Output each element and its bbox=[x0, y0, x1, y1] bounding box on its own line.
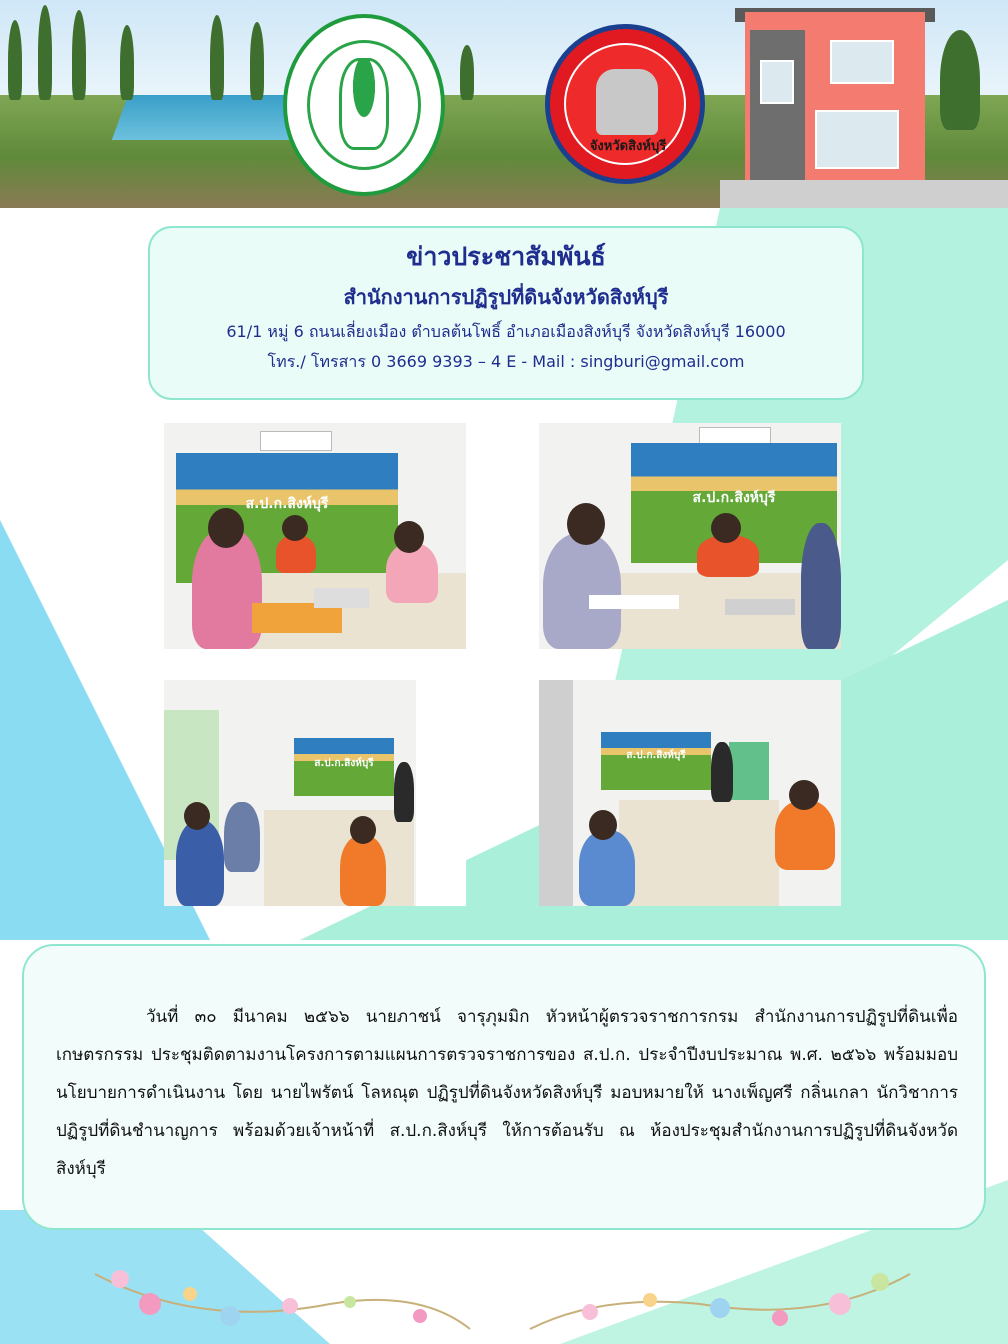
title-box bbox=[148, 226, 864, 400]
photo-backdrop-text: ส.ป.ก.สิงห์บุรี bbox=[692, 490, 776, 506]
attendee bbox=[340, 835, 386, 906]
projector bbox=[314, 588, 369, 608]
attendee bbox=[543, 533, 621, 649]
attendee-head bbox=[789, 780, 819, 810]
organization-name: สำนักงานการปฏิรูปที่ดินจังหวัดสิงห์บุรี bbox=[343, 285, 669, 309]
meeting-photo-3 bbox=[164, 680, 466, 906]
flower bbox=[829, 1293, 851, 1315]
house-window bbox=[830, 40, 894, 84]
house-window bbox=[815, 110, 899, 169]
header-banner bbox=[0, 0, 1008, 208]
flower-garland bbox=[0, 1234, 1008, 1344]
meeting-table bbox=[619, 800, 779, 906]
alro-seal-logo bbox=[283, 14, 445, 196]
document bbox=[725, 599, 795, 615]
air-conditioner bbox=[260, 431, 332, 451]
banner-tree bbox=[460, 45, 474, 100]
news-body: วันที่ ๓๐ มีนาคม ๒๕๖๖ นายภาชน์ จารุภุมมิก หัวหน้าผู้ตรวจราชการกรม สำนักงานการปฏิรูปที่ดินเพื่อเกษตรกรรม ประชุมติดตามงานโครงการตามแผนการตรวจราชการของ ส.ป.ก. ประจำปีงบประมาณ พ.ศ. ๒๕๖๖ พร้อมมอบนโยบายการดำเนินงาน โดย นายไพรัตน์ โลหณุต ปฏิรูปที่ดินจังหวัดสิงห์บุรี มอบหมายให้ นางเพ็ญศรี กลิ่นเกลา นักวิชาการปฏิรูปที่ดินชำนาญการ พร้อมด้วยเจ้าหน้าที่ ส.ป.ก.สิงห์บุรี ให้การต้อนรับ ณ ห้องประชุมสำนักงานการปฏิรูปที่ดินจังหวัดสิงห์บุรี bbox=[56, 1007, 958, 1179]
banner-tree bbox=[8, 20, 22, 100]
photo-backdrop-text: ส.ป.ก.สิงห์บุรี bbox=[626, 750, 686, 761]
province-seal-figure bbox=[596, 69, 658, 135]
house-window bbox=[760, 60, 794, 104]
flower bbox=[282, 1298, 298, 1314]
attendee bbox=[224, 802, 260, 872]
photo-backdrop bbox=[601, 732, 711, 790]
flower bbox=[871, 1273, 889, 1291]
photo-backdrop-text: ส.ป.ก.สิงห์บุรี bbox=[314, 758, 374, 769]
flower bbox=[220, 1306, 240, 1326]
attendee-head bbox=[567, 503, 605, 545]
banner-tree bbox=[940, 30, 980, 130]
attendee bbox=[579, 830, 635, 906]
attendee-head bbox=[589, 810, 617, 840]
flower bbox=[139, 1293, 161, 1315]
banner-tree bbox=[210, 15, 224, 100]
banner-tree bbox=[38, 5, 52, 100]
news-text-box bbox=[22, 944, 986, 1230]
flower bbox=[413, 1309, 427, 1323]
banner-tree bbox=[72, 10, 86, 100]
attendee bbox=[711, 742, 733, 802]
window-curtain bbox=[416, 680, 466, 906]
meeting-table bbox=[264, 810, 414, 906]
attendee-head bbox=[184, 802, 210, 830]
photo-backdrop bbox=[294, 738, 394, 796]
house-yard bbox=[720, 180, 1008, 208]
banner-tree bbox=[120, 25, 134, 100]
door bbox=[729, 742, 769, 802]
flower bbox=[344, 1296, 356, 1308]
attendee-head bbox=[394, 521, 424, 553]
photo-backdrop-text: ส.ป.ก.สิงห์บุรี bbox=[245, 496, 329, 512]
attendee-head bbox=[282, 515, 308, 541]
flower bbox=[582, 1304, 598, 1320]
flower bbox=[772, 1310, 788, 1326]
flower bbox=[643, 1293, 657, 1307]
flower bbox=[183, 1287, 197, 1301]
attendee bbox=[176, 820, 224, 906]
meeting-photo-1 bbox=[164, 423, 466, 649]
document bbox=[589, 595, 679, 609]
meeting-photo-4 bbox=[539, 680, 841, 906]
meeting-photo-2 bbox=[539, 423, 841, 649]
attendee-head bbox=[208, 508, 244, 548]
province-seal-logo bbox=[545, 24, 705, 184]
page-title: ข่าวประชาสัมพันธ์ bbox=[406, 242, 606, 271]
flower bbox=[111, 1270, 129, 1288]
attendee-head bbox=[711, 513, 741, 543]
house-wall bbox=[750, 30, 805, 182]
organization-address: 61/1 หมู่ 6 ถนนเลี่ยงเมือง ตำบลต้นโพธิ์ อำเภอเมืองสิงห์บุรี จังหวัดสิงห์บุรี 16000 bbox=[226, 322, 786, 341]
flower bbox=[710, 1298, 730, 1318]
window bbox=[539, 680, 573, 906]
province-seal-inner bbox=[564, 43, 686, 165]
organization-contact: โทร./ โทรสาร 0 3669 9393 – 4 E - Mail : singburi@gmail.com bbox=[267, 352, 745, 371]
banner-tree bbox=[250, 22, 264, 100]
attendee bbox=[394, 762, 414, 822]
attendee bbox=[801, 523, 841, 649]
attendee bbox=[775, 800, 835, 870]
province-seal-text: จังหวัดสิงห์บุรี bbox=[589, 139, 667, 154]
attendee-head bbox=[350, 816, 376, 844]
alro-seal-figure bbox=[339, 58, 389, 150]
